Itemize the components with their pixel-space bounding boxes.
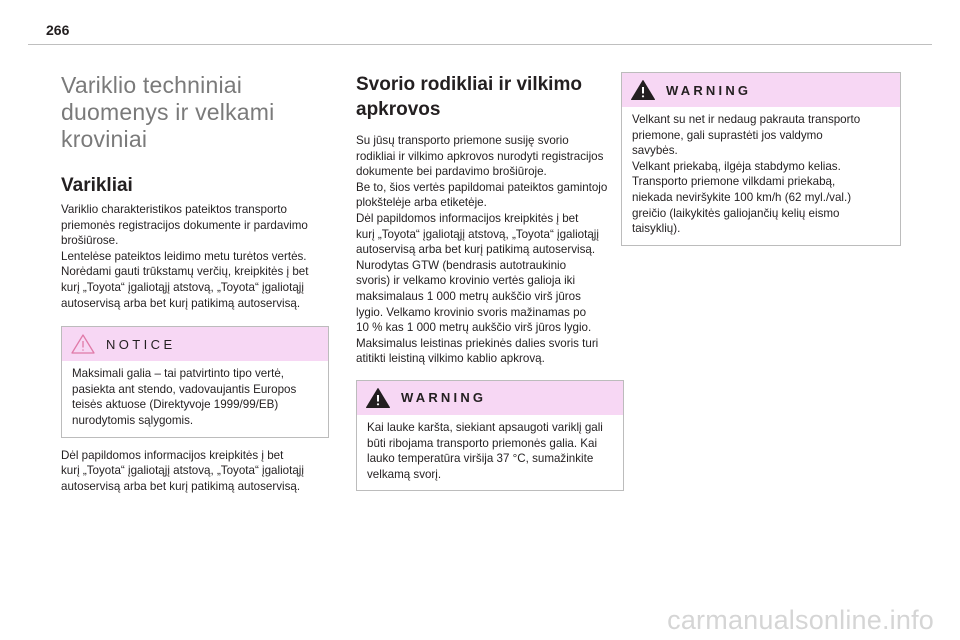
- warning-header: [622, 73, 900, 107]
- column-towing-warning: [621, 72, 901, 246]
- caution-triangle-outline-icon: [70, 333, 96, 355]
- watermark: carmanualsonline.info: [667, 605, 934, 635]
- warning-body: Velkant su net ir nedaug pakrauta transporto priemone, gali suprastėti jos valdymo savybės. Velkant priekabą, ilgėja stabdymo kelias. Transporto priemone vilkdami priekabą, niekada neviršykite 100 km/h (62 myl./val.) greičio (laikykitės galiojančių kelių eismo taisyklių).: [632, 113, 861, 236]
- warning-box-towing: [621, 72, 901, 246]
- chapter-title: Variklio techniniai duomenys ir velkami kroviniai: [61, 72, 275, 152]
- notice-body: Maksimali galia – tai patvirtinto tipo vertė, pasiekta ant stendo, vadovaujantis Europos teisės aktuose (Direktyvoje 1999/99/EB) nurodytomis sąlygomis.: [72, 367, 297, 427]
- warning-title: WARNING: [401, 390, 487, 406]
- notice-title: NOTICE: [106, 336, 176, 352]
- notice-header: [62, 327, 328, 361]
- section-title-engines: Varikliai: [61, 175, 133, 196]
- engines-contact-paragraph: Dėl papildomos informacijos kreipkitės į bet kurį „Toyota“ įgaliotąjį atstovą, „Toyota“ įgaliotąjį autoservisą arba bet kurį patikimą autoservisą.: [61, 448, 304, 493]
- header-divider: [28, 44, 932, 45]
- warning-triangle-icon: [630, 79, 656, 101]
- engines-paragraph: Variklio charakteristikos pateiktos transporto priemonės registracijos dokumente ir pardavimo brošiūrose. Lentelėse pateiktos leidimo metu turėtos vertės. Norėdami gauti trūkstamų verčių, kreipkitės į bet kurį „Toyota“ įgaliotąjį atstovą, „Toyota“ įgaliotąjį autoservisą arba bet kurį patikimą autoservisą.: [61, 203, 309, 310]
- notice-box: [61, 326, 329, 437]
- section-title-weights: Svorio rodikliai ir vilkimo apkrovos: [356, 74, 582, 120]
- warning-body: Kai lauke karšta, siekiant apsaugoti variklį gali būti ribojama transporto priemonės galia. Kai lauko temperatūra viršija 37 °C, sumažinkite velkamą svorį.: [367, 420, 603, 481]
- warning-triangle-icon: [365, 387, 391, 409]
- warning-title: WARNING: [666, 82, 752, 98]
- weights-paragraph: Su jūsų transporto priemone susiję svorio rodikliai ir vilkimo apkrovos nurodyti registracijos dokumente bei pardavimo brošiūroje. Be to, šios vertės papildomai pateiktos gamintojo plokštelėje arba etiketėje. Dėl papildomos informacijos kreipkitės į bet kurį „Toyota“ įgaliotąjį atstovą, „Toyota“ įgaliotąjį autoservisą arba bet kurį patikimą autoservisą. Nurodytas GTW (bendrasis autotraukinio svoris) ir velkamo krovinio vertės galioja iki maksimalaus 1 000 metrų aukščio virš jūros lygio. Velkamo krovinio svoris mažinamas po 10 % kas 1 000 metrų aukščio virš jūros lygio. Maksimalus leistinas priekinės dalies svoris turi atitikti leistiną vilkimo kablio apkrovą.: [356, 134, 608, 366]
- column-weights: [356, 72, 624, 491]
- warning-header: [357, 381, 623, 415]
- warning-box-heat: [356, 380, 624, 491]
- page-number: 266: [46, 22, 70, 38]
- column-engines: [61, 72, 329, 494]
